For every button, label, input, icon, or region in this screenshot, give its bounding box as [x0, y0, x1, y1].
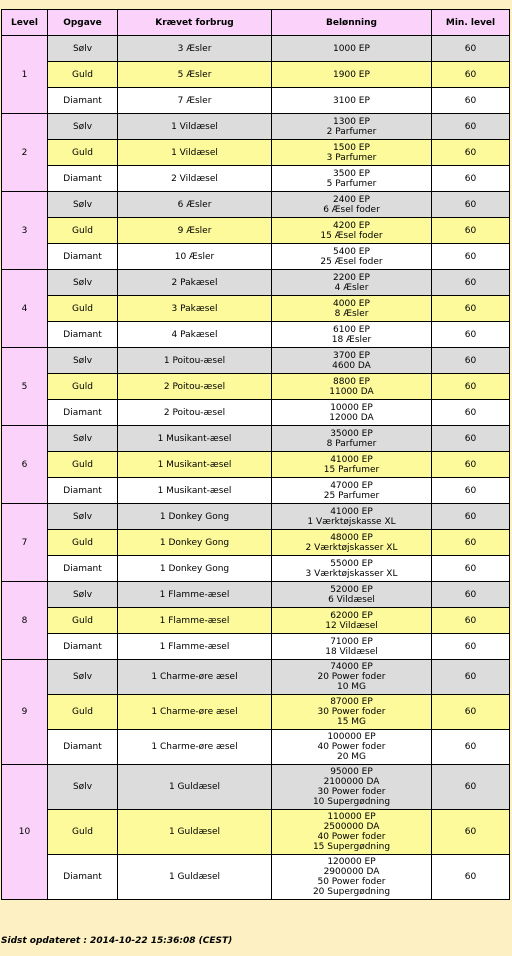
- forbrug-cell: 2 Poitou-æsel: [118, 400, 272, 426]
- reward-cell: [272, 695, 432, 730]
- reward-line: 11000 DA: [329, 386, 374, 397]
- opgave-cell: Guld: [48, 62, 118, 88]
- reward-line: 87000 EP: [330, 697, 373, 707]
- table-row: [2, 478, 510, 504]
- table-row: [2, 296, 510, 322]
- table-row: [2, 36, 510, 62]
- reward-cell: [272, 270, 432, 296]
- opgave-cell: Sølv: [48, 765, 118, 810]
- table-row: [2, 855, 510, 900]
- forbrug-cell: 3 Pakæsel: [118, 296, 272, 322]
- reward-line: 4000 EP: [333, 298, 370, 309]
- min-level-cell: 60: [432, 374, 510, 400]
- min-level-cell: 60: [432, 634, 510, 660]
- table-row: [2, 695, 510, 730]
- reward-line: 1300 EP: [333, 116, 370, 127]
- forbrug-cell: 1 Charme-øre æsel: [118, 730, 272, 765]
- min-level-cell: 60: [432, 582, 510, 608]
- table-row: [2, 765, 510, 810]
- reward-line: 1900 EP: [333, 69, 370, 80]
- reward-cell: [272, 192, 432, 218]
- reward-line: 15 Supergødning: [312, 842, 391, 852]
- forbrug-cell: 1 Charme-øre æsel: [118, 660, 272, 695]
- reward-line: 62000 EP: [330, 610, 373, 621]
- min-level-cell: 60: [432, 855, 510, 900]
- reward-line: 55000 EP: [330, 558, 373, 569]
- opgave-cell: Sølv: [48, 348, 118, 374]
- forbrug-cell: 1 Vildæsel: [118, 114, 272, 140]
- forbrug-cell: 1 Donkey Gong: [118, 504, 272, 530]
- level-cell: 1: [2, 36, 48, 114]
- last-updated-footer: Sidst opdateret : 2014-10-22 15:36:08 (CEST): [1, 936, 233, 946]
- reward-cell: [272, 296, 432, 322]
- table-row: [2, 504, 510, 530]
- opgave-cell: Diamant: [48, 244, 118, 270]
- reward-line: 15 Æsel foder: [320, 230, 383, 241]
- level-cell: 5: [2, 348, 48, 426]
- forbrug-cell: 1 Poitou-æsel: [118, 348, 272, 374]
- level-cell: 8: [2, 582, 48, 660]
- reward-line: 8800 EP: [333, 376, 370, 387]
- reward-cell: [272, 166, 432, 192]
- min-level-cell: 60: [432, 192, 510, 218]
- min-level-cell: 60: [432, 244, 510, 270]
- opgave-cell: Diamant: [48, 166, 118, 192]
- reward-cell: [272, 426, 432, 452]
- opgave-cell: Guld: [48, 374, 118, 400]
- reward-line: 3700 EP: [333, 350, 370, 361]
- table-row: [2, 426, 510, 452]
- opgave-cell: Guld: [48, 296, 118, 322]
- min-level-cell: 60: [432, 400, 510, 426]
- table-row: [2, 114, 510, 140]
- forbrug-cell: 10 Æsler: [118, 244, 272, 270]
- reward-line: 3 Værktøjskasser XL: [305, 568, 398, 579]
- reward-line: 100000 EP: [327, 732, 376, 742]
- min-level-cell: 60: [432, 62, 510, 88]
- forbrug-cell: 1 Flamme-æsel: [118, 582, 272, 608]
- opgave-cell: Sølv: [48, 192, 118, 218]
- opgave-cell: Sølv: [48, 504, 118, 530]
- min-level-cell: 60: [432, 730, 510, 765]
- opgave-cell: Diamant: [48, 400, 118, 426]
- table-row: [2, 218, 510, 244]
- reward-cell: [272, 36, 432, 62]
- reward-line: 8 Parfumer: [326, 438, 377, 449]
- reward-line: 41000 EP: [330, 506, 373, 517]
- table-row: [2, 452, 510, 478]
- opgave-cell: Diamant: [48, 634, 118, 660]
- reward-line: 47000 EP: [330, 480, 373, 491]
- reward-line: 110000 EP: [327, 812, 376, 822]
- reward-line: 48000 EP: [330, 532, 373, 543]
- opgave-cell: Guld: [48, 608, 118, 634]
- reward-line: 12 Vildæsel: [325, 620, 378, 631]
- header-level: Level: [2, 10, 48, 36]
- min-level-cell: 60: [432, 218, 510, 244]
- reward-cell: [272, 730, 432, 765]
- header-min-level: Min. level: [432, 10, 510, 36]
- min-level-cell: 60: [432, 660, 510, 695]
- reward-line: 3 Parfumer: [326, 152, 377, 163]
- reward-cell: [272, 348, 432, 374]
- min-level-cell: 60: [432, 88, 510, 114]
- level-cell: 6: [2, 426, 48, 504]
- reward-line: 52000 EP: [330, 584, 373, 595]
- opgave-cell: Guld: [48, 218, 118, 244]
- reward-line: 4200 EP: [333, 220, 370, 231]
- forbrug-cell: 6 Æsler: [118, 192, 272, 218]
- opgave-cell: Diamant: [48, 556, 118, 582]
- table-body: [2, 36, 510, 900]
- header-belonning: Belønning: [272, 10, 432, 36]
- reward-line: 2 Parfumer: [326, 126, 377, 137]
- level-cell: 3: [2, 192, 48, 270]
- forbrug-cell: 7 Æsler: [118, 88, 272, 114]
- opgave-cell: Sølv: [48, 114, 118, 140]
- forbrug-cell: 5 Æsler: [118, 62, 272, 88]
- opgave-cell: Guld: [48, 530, 118, 556]
- forbrug-cell: 1 Flamme-æsel: [118, 608, 272, 634]
- reward-line: 2900000 DA: [323, 867, 380, 877]
- reward-cell: [272, 374, 432, 400]
- forbrug-cell: 3 Æsler: [118, 36, 272, 62]
- min-level-cell: 60: [432, 166, 510, 192]
- reward-line: 2 Værktøjskasser XL: [305, 542, 398, 553]
- reward-line: 15 MG: [336, 717, 367, 727]
- table-row: [2, 530, 510, 556]
- reward-line: 20 MG: [336, 752, 367, 762]
- forbrug-cell: 2 Pakæsel: [118, 270, 272, 296]
- reward-cell: [272, 114, 432, 140]
- table-row: [2, 608, 510, 634]
- reward-line: 41000 EP: [330, 454, 373, 465]
- reward-line: 35000 EP: [330, 428, 373, 439]
- table-row: [2, 634, 510, 660]
- table-row: [2, 556, 510, 582]
- reward-line: 74000 EP: [330, 662, 373, 672]
- forbrug-cell: 1 Musikant-æsel: [118, 426, 272, 452]
- level-cell: 9: [2, 660, 48, 765]
- reward-cell: [272, 322, 432, 348]
- reward-line: 120000 EP: [327, 857, 376, 867]
- opgave-cell: Diamant: [48, 478, 118, 504]
- reward-line: 4 Æsler: [334, 282, 369, 293]
- opgave-cell: Sølv: [48, 270, 118, 296]
- reward-line: 3500 EP: [333, 168, 370, 179]
- table-row: [2, 660, 510, 695]
- opgave-cell: Sølv: [48, 36, 118, 62]
- reward-line: 1500 EP: [333, 142, 370, 153]
- table-row: [2, 348, 510, 374]
- reward-cell: [272, 556, 432, 582]
- level-cell: 2: [2, 114, 48, 192]
- reward-cell: [272, 582, 432, 608]
- forbrug-cell: 1 Charme-øre æsel: [118, 695, 272, 730]
- reward-line: 30 Power foder: [317, 707, 386, 717]
- min-level-cell: 60: [432, 810, 510, 855]
- min-level-cell: 60: [432, 530, 510, 556]
- table-row: [2, 582, 510, 608]
- min-level-cell: 60: [432, 608, 510, 634]
- forbrug-cell: 4 Pakæsel: [118, 322, 272, 348]
- min-level-cell: 60: [432, 36, 510, 62]
- opgave-cell: Guld: [48, 140, 118, 166]
- reward-cell: [272, 140, 432, 166]
- min-level-cell: 60: [432, 452, 510, 478]
- reward-line: 30 Power foder: [317, 787, 386, 797]
- table-row: [2, 192, 510, 218]
- level-cell: 10: [2, 765, 48, 900]
- reward-line: 5400 EP: [333, 246, 370, 257]
- reward-line: 8 Æsler: [334, 308, 369, 319]
- forbrug-cell: 1 Guldæsel: [118, 855, 272, 900]
- reward-cell: [272, 62, 432, 88]
- opgave-cell: Diamant: [48, 322, 118, 348]
- reward-line: 95000 EP: [330, 767, 373, 777]
- min-level-cell: 60: [432, 478, 510, 504]
- reward-line: 2100000 DA: [323, 777, 380, 787]
- table-row: [2, 244, 510, 270]
- forbrug-cell: 1 Flamme-æsel: [118, 634, 272, 660]
- reward-line: 2200 EP: [333, 272, 370, 283]
- reward-cell: [272, 765, 432, 810]
- reward-line: 18 Æsler: [331, 334, 372, 345]
- reward-line: 6 Æsel foder: [323, 204, 380, 215]
- table-row: [2, 374, 510, 400]
- reward-line: 5 Parfumer: [326, 178, 377, 189]
- reward-line: 2400 EP: [333, 194, 370, 205]
- reward-line: 71000 EP: [330, 636, 373, 647]
- opgave-cell: Guld: [48, 810, 118, 855]
- reward-cell: [272, 88, 432, 114]
- reward-line: 2500000 DA: [323, 822, 380, 832]
- reward-line: 40 Power foder: [317, 742, 386, 752]
- reward-cell: [272, 530, 432, 556]
- min-level-cell: 60: [432, 556, 510, 582]
- forbrug-cell: 1 Musikant-æsel: [118, 478, 272, 504]
- level-cell: 4: [2, 270, 48, 348]
- reward-line: 50 Power foder: [317, 877, 386, 887]
- reward-line: 6 Vildæsel: [328, 594, 375, 605]
- forbrug-cell: 1 Vildæsel: [118, 140, 272, 166]
- opgave-cell: Sølv: [48, 582, 118, 608]
- reward-line: 40 Power foder: [317, 832, 386, 842]
- forbrug-cell: 1 Guldæsel: [118, 765, 272, 810]
- min-level-cell: 60: [432, 270, 510, 296]
- table-row: [2, 730, 510, 765]
- reward-line: 15 Parfumer: [323, 464, 380, 475]
- table-row: [2, 62, 510, 88]
- forbrug-cell: 1 Guldæsel: [118, 810, 272, 855]
- reward-cell: [272, 478, 432, 504]
- reward-line: 25 Parfumer: [323, 490, 380, 501]
- reward-line: 10 Supergødning: [312, 797, 391, 807]
- table-row: [2, 140, 510, 166]
- reward-line: 3100 EP: [333, 95, 370, 106]
- reward-cell: [272, 244, 432, 270]
- reward-cell: [272, 855, 432, 900]
- reward-line: 10000 EP: [330, 402, 373, 413]
- min-level-cell: 60: [432, 348, 510, 374]
- min-level-cell: 60: [432, 140, 510, 166]
- reward-cell: [272, 452, 432, 478]
- table-row: [2, 400, 510, 426]
- reward-cell: [272, 810, 432, 855]
- table-row: [2, 322, 510, 348]
- level-cell: 7: [2, 504, 48, 582]
- min-level-cell: 60: [432, 765, 510, 810]
- reward-cell: [272, 400, 432, 426]
- opgave-cell: Sølv: [48, 426, 118, 452]
- table-row: [2, 270, 510, 296]
- reward-line: 10 MG: [336, 682, 367, 692]
- min-level-cell: 60: [432, 504, 510, 530]
- header-opgave: Opgave: [48, 10, 118, 36]
- reward-cell: [272, 608, 432, 634]
- forbrug-cell: 2 Poitou-æsel: [118, 374, 272, 400]
- reward-line: 18 Vildæsel: [325, 646, 378, 657]
- reward-line: 20 Power foder: [317, 672, 386, 682]
- opgave-cell: Sølv: [48, 660, 118, 695]
- forbrug-cell: 2 Vildæsel: [118, 166, 272, 192]
- opgave-cell: Diamant: [48, 730, 118, 765]
- reward-cell: [272, 634, 432, 660]
- forbrug-cell: 9 Æsler: [118, 218, 272, 244]
- reward-line: 12000 DA: [329, 412, 374, 423]
- forbrug-cell: 1 Donkey Gong: [118, 556, 272, 582]
- min-level-cell: 60: [432, 114, 510, 140]
- table-row: [2, 166, 510, 192]
- header-row: [2, 10, 510, 36]
- opgave-cell: Diamant: [48, 88, 118, 114]
- reward-line: 1000 EP: [333, 43, 370, 54]
- opgave-cell: Guld: [48, 452, 118, 478]
- min-level-cell: 60: [432, 322, 510, 348]
- forbrug-cell: 1 Musikant-æsel: [118, 452, 272, 478]
- opgave-cell: Guld: [48, 695, 118, 730]
- forbrug-cell: 1 Donkey Gong: [118, 530, 272, 556]
- opgave-cell: Diamant: [48, 855, 118, 900]
- min-level-cell: 60: [432, 296, 510, 322]
- levels-table: [1, 9, 510, 900]
- header-kraevet-forbrug: Krævet forbrug: [118, 10, 272, 36]
- reward-line: 25 Æsel foder: [320, 256, 383, 267]
- reward-line: 20 Supergødning: [312, 887, 391, 897]
- reward-cell: [272, 504, 432, 530]
- min-level-cell: 60: [432, 426, 510, 452]
- reward-line: 4600 DA: [332, 360, 371, 371]
- table-row: [2, 810, 510, 855]
- reward-line: 6100 EP: [333, 324, 370, 335]
- reward-cell: [272, 660, 432, 695]
- reward-line: 1 Værktøjskasse XL: [307, 516, 396, 527]
- reward-cell: [272, 218, 432, 244]
- min-level-cell: 60: [432, 695, 510, 730]
- table-row: [2, 88, 510, 114]
